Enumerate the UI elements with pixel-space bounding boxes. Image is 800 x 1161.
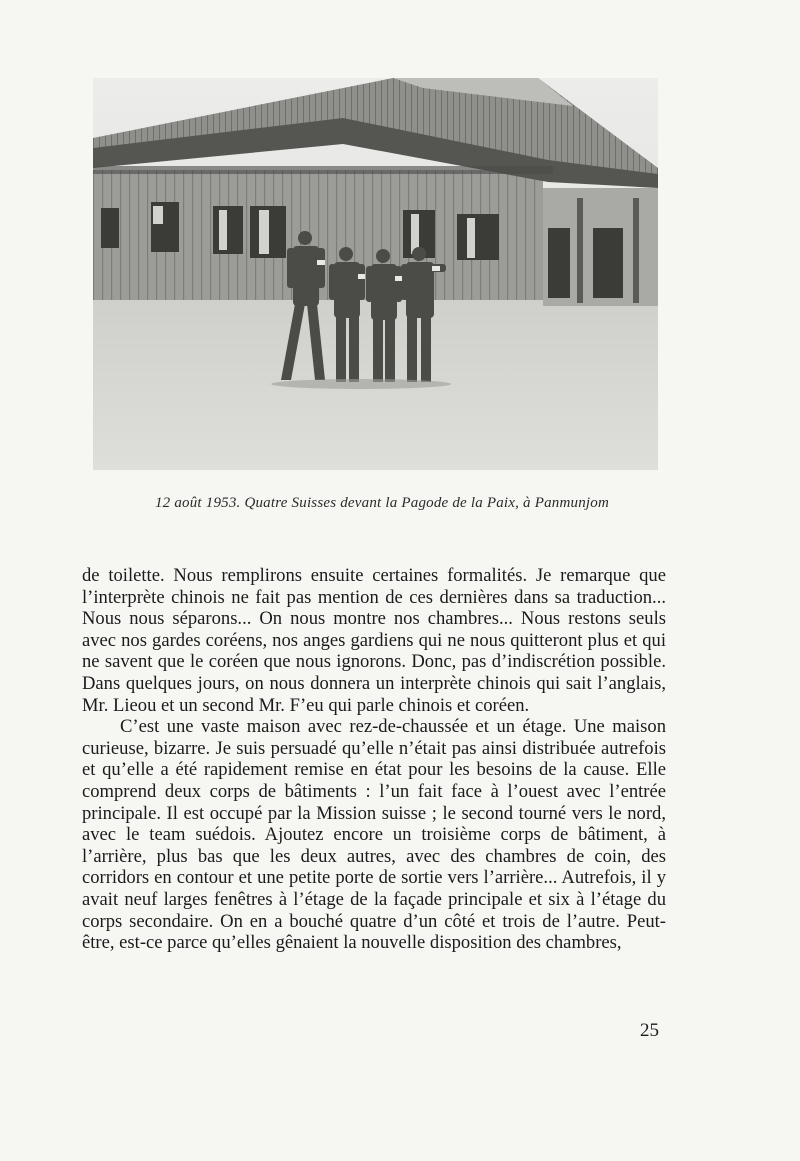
photo-caption: 12 août 1953. Quatre Suisses devant la Pagode de la Paix, à Panmunjom xyxy=(154,495,610,511)
photo-pagoda-image xyxy=(93,78,658,470)
photograph xyxy=(93,78,658,470)
paragraph: de toilette. Nous remplirons ensuite certaines formalités. Je remarque que l’interprète chinois ne fait pas mention de ces dernières dans sa traduction... Nous nous séparons... On nous montre nos chambres... Nous restons seuls avec nos gardes coréens, nos anges gardiens qui ne nous quitteront plus et qui ne savent que le coréen que nous ignorons. Donc, pas d’indiscrétion possible. Dans quelques jours, on nous donnera un interprète chinois qui sait l’anglais, Mr. Lieou et un second Mr. F’eu qui parle chinois et coréen. xyxy=(82,565,666,716)
body-text xyxy=(82,565,666,954)
paragraph: C’est une vaste maison avec rez-de-chaussée et un étage. Une maison curieuse, bizarre. Je suis persuadé qu’elle n’était pas ainsi distribuée autrefois et qu’elle a été rapidement remise en état pour les besoins de la cause. Elle comprend deux corps de bâtiments : l’un fait face à l’ouest avec l’entrée principale. Il est occupé par la Mission suisse ; le second tourné vers le nord, avec le team suédois. Ajoutez encore un troisième corps de bâtiment, à l’arrière, plus bas que les deux autres, avec des chambres de coin, des corridors en contour et une petite porte de sortie vers l’arrière... Autrefois, il y avait neuf larges fenêtres à l’étage de la façade principale et six à l’étage du corps secondaire. On en a bouché quatre d’un côté et trois de l’autre. Peut-être, est-ce parce qu’elles gênaient la nouvelle disposition des chambres, xyxy=(82,716,666,954)
page-number: 25 xyxy=(640,1020,659,1041)
